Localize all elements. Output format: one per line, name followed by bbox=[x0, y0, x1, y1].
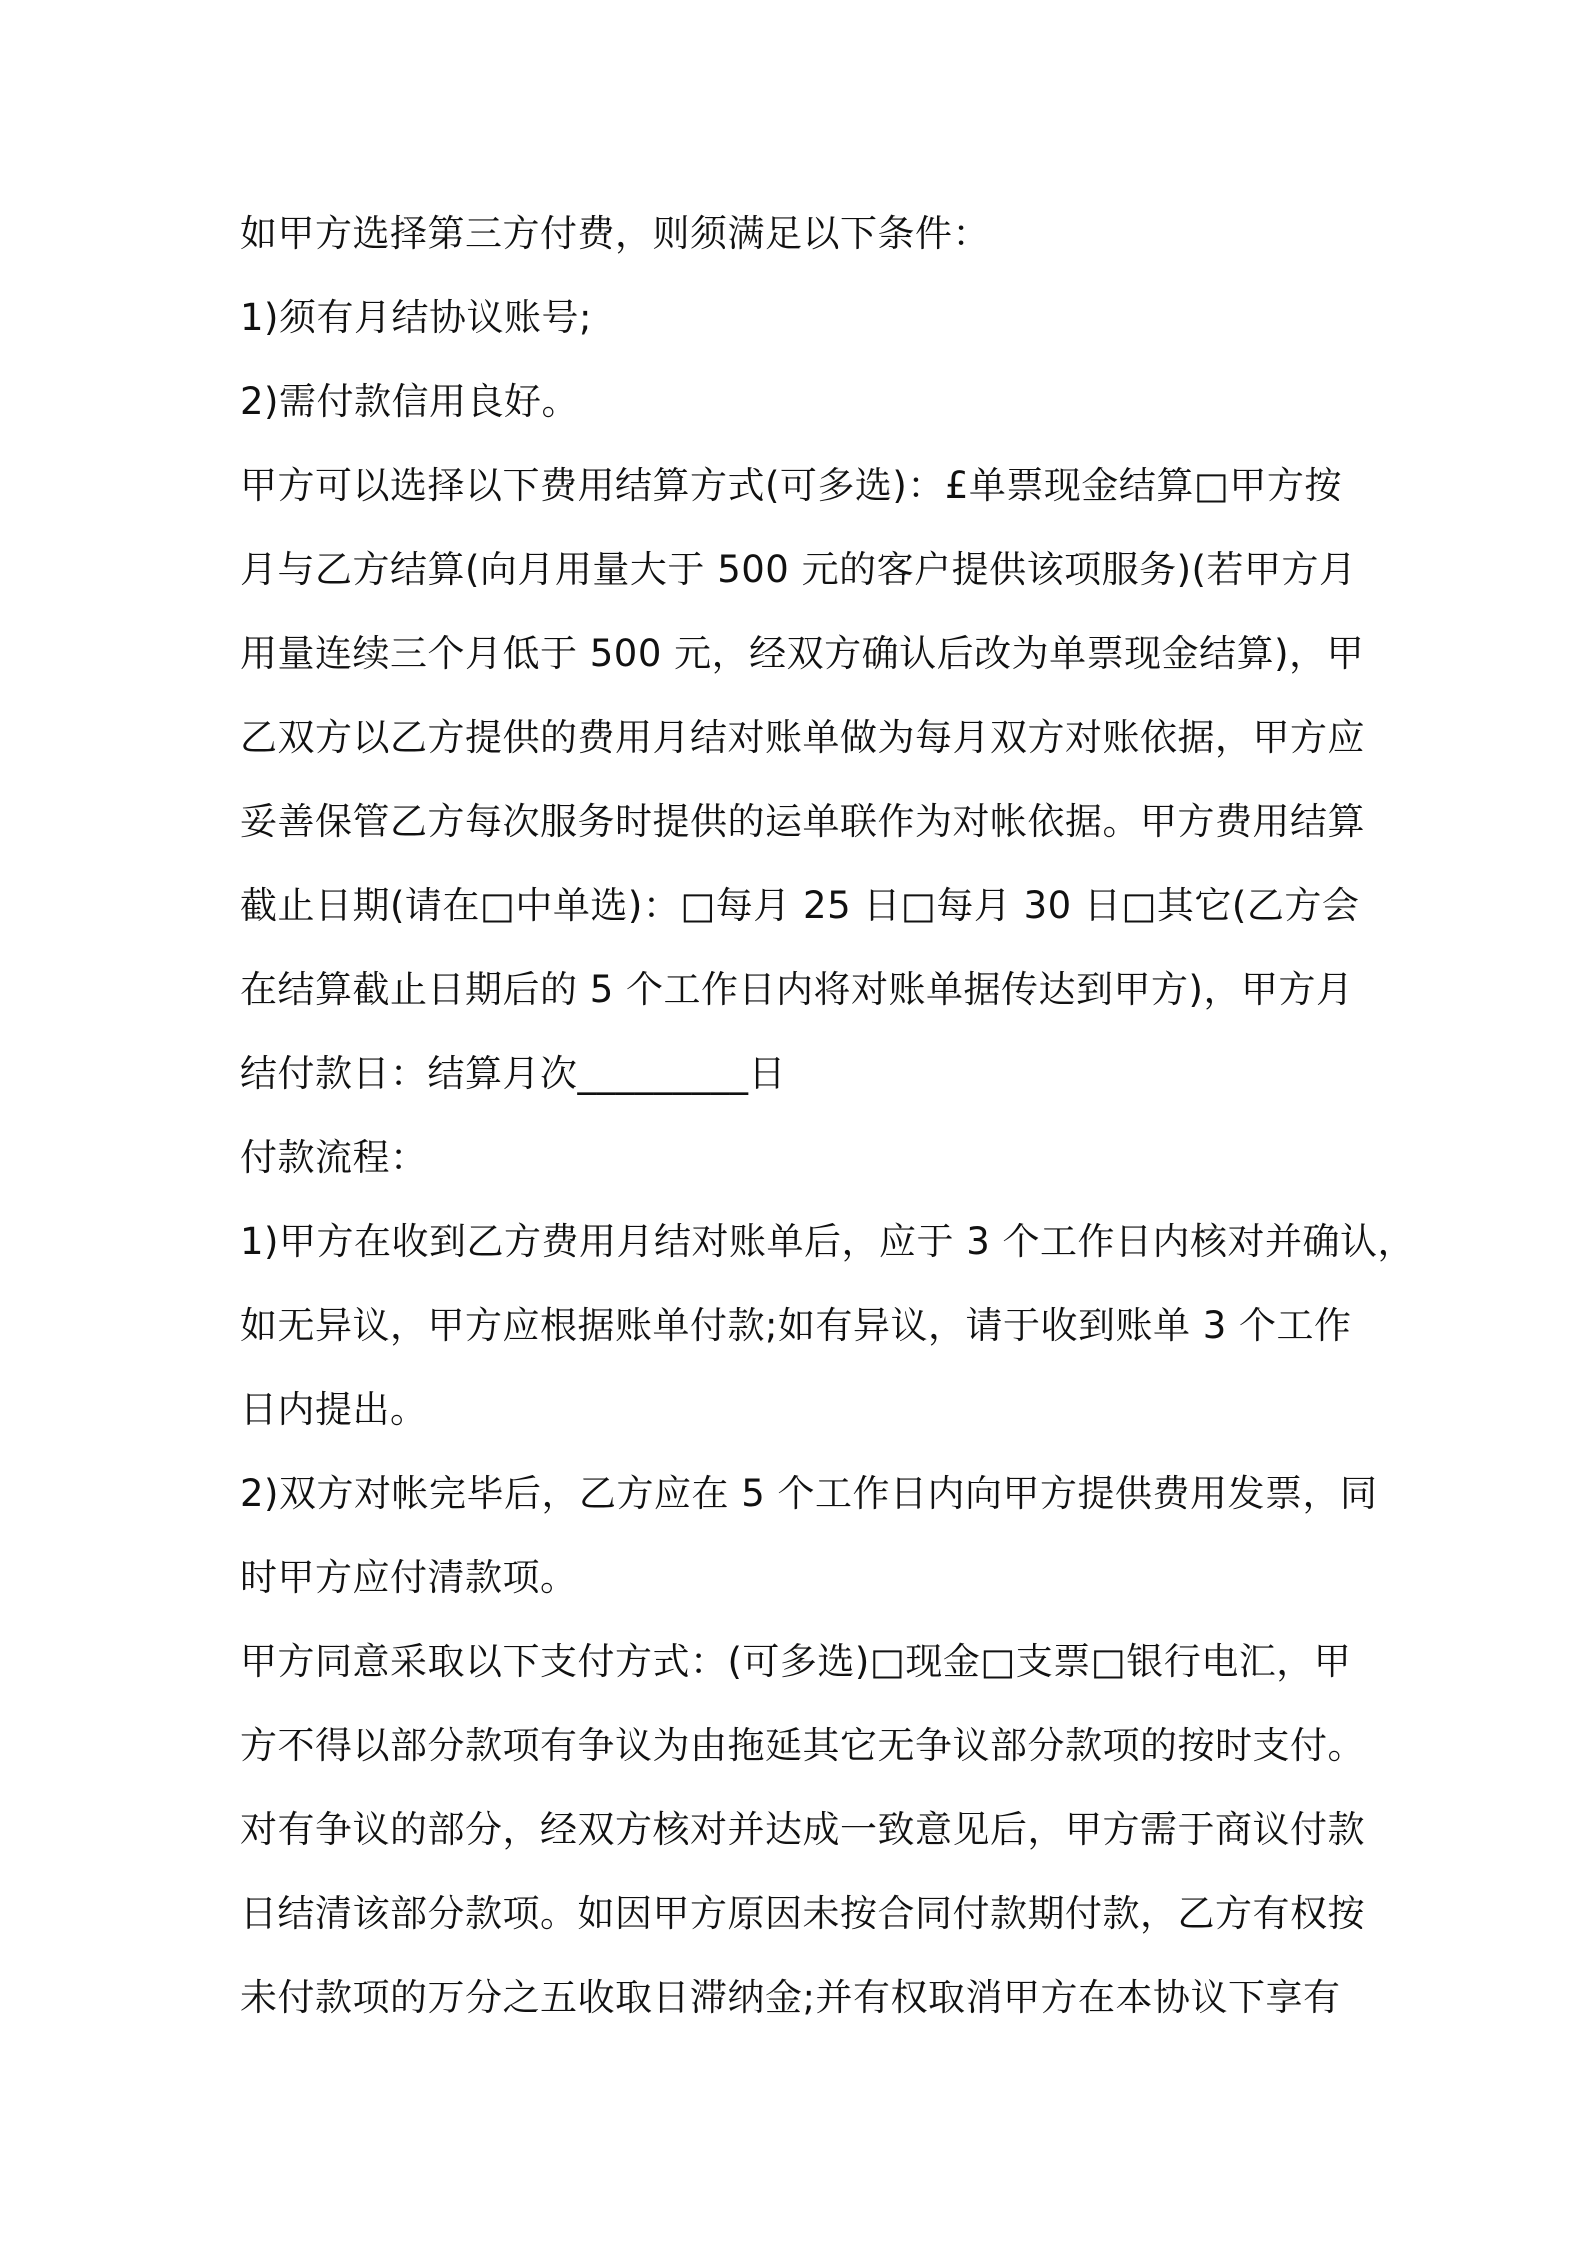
text-line-16: 2)双方对帐完毕后，乙方应在 5 个工作日内向甲方提供费用发票，同 bbox=[240, 1472, 1378, 1515]
text-line-3: 2)需付款信用良好。 bbox=[240, 380, 579, 423]
text-line-11: 结付款日：结算月次_________日 bbox=[240, 1052, 786, 1095]
text-line-19: 方不得以部分款项有争议为由拖延其它无争议部分款项的按时支付。 bbox=[240, 1724, 1365, 1767]
text-line-13: 1)甲方在收到乙方费用月结对账单后，应于 3 个工作日内核对并确认， bbox=[240, 1220, 1416, 1263]
text-line-7: 乙双方以乙方提供的费用月结对账单做为每月双方对账依据，甲方应 bbox=[240, 716, 1365, 759]
text-line-14: 如无异议，甲方应根据账单付款;如有异议，请于收到账单 3 个工作 bbox=[240, 1304, 1352, 1347]
text-line-22: 未付款项的万分之五收取日滞纳金;并有权取消甲方在本协议下享有 bbox=[240, 1976, 1341, 2019]
contract-body-text bbox=[240, 192, 1416, 2040]
text-line-18: 甲方同意采取以下支付方式：(可多选)□现金□支票□银行电汇，甲 bbox=[240, 1640, 1352, 1683]
text-line-1: 如甲方选择第三方付费，则须满足以下条件： bbox=[240, 212, 990, 255]
text-line-5: 月与乙方结算(向月用量大于 500 元的客户提供该项服务)(若甲方月 bbox=[240, 548, 1357, 591]
text-line-21: 日结清该部分款项。如因甲方原因未按合同付款期付款，乙方有权按 bbox=[240, 1892, 1365, 1935]
text-line-8: 妥善保管乙方每次服务时提供的运单联作为对帐依据。甲方费用结算 bbox=[240, 800, 1365, 843]
text-line-2: 1)须有月结协议账号; bbox=[240, 296, 592, 339]
text-line-20: 对有争议的部分，经双方核对并达成一致意见后，甲方需于商议付款 bbox=[240, 1808, 1365, 1851]
text-line-12: 付款流程： bbox=[240, 1136, 428, 1179]
text-line-6: 用量连续三个月低于 500 元，经双方确认后改为单票现金结算)，甲 bbox=[240, 632, 1365, 675]
text-line-15: 日内提出。 bbox=[240, 1388, 428, 1431]
text-line-17: 时甲方应付清款项。 bbox=[240, 1556, 578, 1599]
text-line-9: 截止日期(请在□中单选)：□每月 25 日□每月 30 日□其它(乙方会 bbox=[240, 884, 1360, 927]
text-line-4: 甲方可以选择以下费用结算方式(可多选)：£单票现金结算□甲方按 bbox=[240, 464, 1342, 507]
text-line-10: 在结算截止日期后的 5 个工作日内将对账单据传达到甲方)，甲方月 bbox=[240, 968, 1354, 1011]
